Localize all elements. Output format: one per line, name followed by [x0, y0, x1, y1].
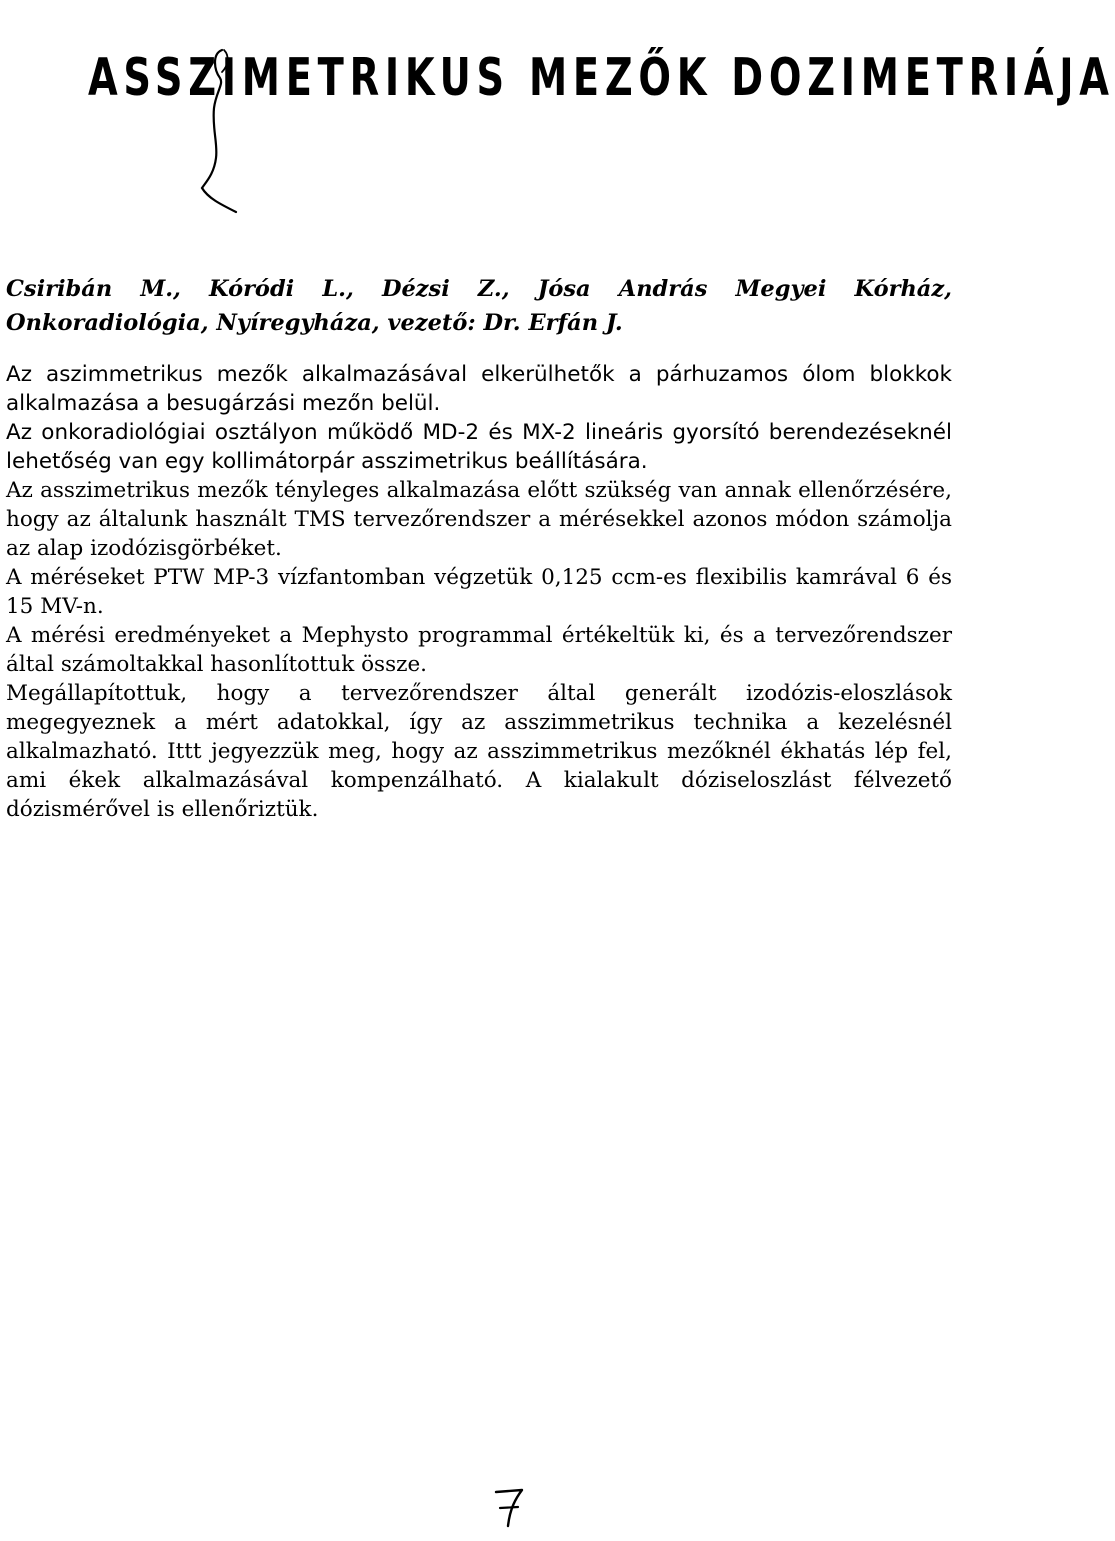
handwritten-page-number: [490, 1480, 530, 1530]
abstract-body: [6, 360, 952, 824]
paragraph-4: A méréseket PTW MP-3 vízfantomban végzetük 0,125 ccm-es flexibilis kamrával 6 és 15 MV-n.: [6, 565, 952, 619]
paragraph-3: Az asszimetrikus mezők tényleges alkalmazása előtt szükség van annak ellenőrzésére, hogy az általunk használt TMS tervezőrendszer a mérésekkel azonos módon számolja az alap izodózisgörbéket.: [6, 478, 952, 561]
page-title: ASSZIMETRIKUS MEZŐK DOZIMETRIÁJA: [88, 48, 1115, 108]
title-block: [88, 48, 1115, 128]
paragraph-1: Az aszimmetrikus mezők alkalmazásával elkerülhetők a párhuzamos ólom blokkok alkalmazása a besugárzási mezőn belül.: [6, 362, 952, 416]
authors-affiliation: Csiribán M., Kóródi L., Dézsi Z., Jósa András Megyei Kórház, Onkoradiológia, Nyíregyháza, vezető: Dr. Erfán J.: [6, 276, 952, 336]
page-number-text: 7: [490, 1480, 491, 1481]
paragraph-6: Megállapítottuk, hogy a tervezőrendszer által generált izodózis-eloszlások megegyeznek a mért adatokkal, így az asszimmetrikus technika a kezelésnél alkalmazható. Ittt jegyezzük meg, hogy az asszimmetrikus mezőknél ékhatás lép fel, ami ékek alkalmazásával kompenzálható. A kialakult dóziseloszlást félvezető dózismérővel is ellenőriztük.: [6, 681, 952, 822]
paragraph-2: Az onkoradiológiai osztályon működő MD-2 és MX-2 lineáris gyorsító berendezéseknél lehetőség van egy kollimátorpár asszimetrikus beállítására.: [6, 420, 952, 474]
paragraph-5: A mérési eredményeket a Mephysto programmal értékeltük ki, és a tervezőrendszer által számoltakkal hasonlítottuk össze.: [6, 623, 952, 677]
